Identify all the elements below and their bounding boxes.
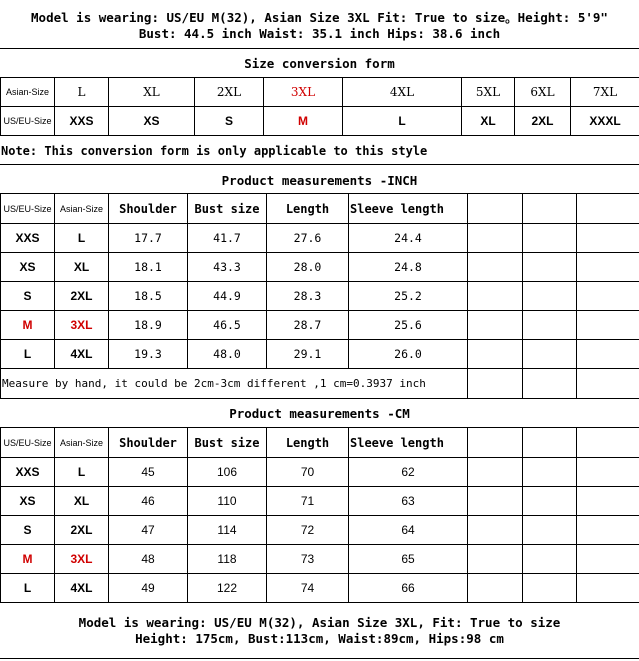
empty-cell [577, 516, 639, 545]
asian-cell: 2XL [55, 282, 109, 311]
useu-cell: S [1, 282, 55, 311]
sleeve-cell: 66 [349, 574, 468, 603]
bust-cell: 122 [188, 574, 267, 603]
asian-cell: XL [55, 487, 109, 516]
col-header-useu: US/EU-Size [1, 428, 55, 458]
asian-size-cell: 6XL [515, 78, 571, 107]
empty-cell [523, 282, 577, 311]
length-cell: 74 [267, 574, 349, 603]
asian-size-cell: L [55, 78, 109, 107]
sleeve-cell: 62 [349, 458, 468, 487]
empty-cell [523, 253, 577, 282]
asian-size-cell: XL [109, 78, 195, 107]
asian-cell: L [55, 224, 109, 253]
bust-cell: 48.0 [188, 340, 267, 369]
table-row [1, 574, 639, 603]
empty-cell [577, 487, 639, 516]
asian-cell: 4XL [55, 340, 109, 369]
shoulder-cell: 45 [109, 458, 188, 487]
bust-cell: 114 [188, 516, 267, 545]
asian-size-cell: 2XL [195, 78, 264, 107]
conversion-note: Note: This conversion form is only applicable to this style [1, 144, 428, 158]
col-header-length: Length [267, 194, 349, 224]
inch-header-row [1, 194, 639, 224]
useu-size-cell: 2XL [515, 107, 571, 136]
empty-cell [577, 545, 639, 574]
size-conversion-table [0, 77, 639, 136]
useu-cell: L [1, 340, 55, 369]
col-header-asian: Asian-Size [55, 428, 109, 458]
useu-cell: XS [1, 487, 55, 516]
empty-cell [468, 516, 523, 545]
asian-cell: XL [55, 253, 109, 282]
bust-cell: 118 [188, 545, 267, 574]
cm-measurements-table [0, 427, 639, 603]
col-header-bust: Bust size [188, 428, 267, 458]
sleeve-cell: 65 [349, 545, 468, 574]
empty-cell [523, 428, 577, 458]
empty-cell [468, 194, 523, 224]
useu-cell: M [1, 311, 55, 340]
empty-cell [577, 253, 639, 282]
asian-size-cell: 5XL [462, 78, 515, 107]
bust-cell: 44.9 [188, 282, 267, 311]
length-cell: 71 [267, 487, 349, 516]
table-row [1, 224, 639, 253]
useu-cell: M [1, 545, 55, 574]
bust-cell: 110 [188, 487, 267, 516]
sleeve-cell: 25.6 [349, 311, 468, 340]
length-cell: 27.6 [267, 224, 349, 253]
empty-cell [468, 428, 523, 458]
useu-size-label: US/EU-Size [1, 107, 55, 136]
divider [0, 48, 639, 49]
empty-cell [577, 282, 639, 311]
sleeve-cell: 25.2 [349, 282, 468, 311]
bust-cell: 46.5 [188, 311, 267, 340]
empty-cell [468, 545, 523, 574]
inch-title: Product measurements -INCH [221, 173, 418, 188]
footer-model-info-line1: Model is wearing: US/EU M(32), Asian Size 3XL, Fit: True to size [78, 615, 561, 630]
col-header-bust: Bust size [188, 194, 267, 224]
bust-cell: 106 [188, 458, 267, 487]
table-row [1, 253, 639, 282]
asian-cell: 3XL [55, 545, 109, 574]
sleeve-cell: 24.8 [349, 253, 468, 282]
length-cell: 28.0 [267, 253, 349, 282]
col-header-sleeve: Sleeve length [349, 428, 468, 458]
cm-title: Product measurements -CM [229, 406, 410, 421]
shoulder-cell: 18.1 [109, 253, 188, 282]
table-row [1, 516, 639, 545]
col-header-asian: Asian-Size [55, 194, 109, 224]
empty-cell [577, 311, 639, 340]
sleeve-cell: 24.4 [349, 224, 468, 253]
col-header-shoulder: Shoulder [109, 194, 188, 224]
empty-cell [523, 487, 577, 516]
length-cell: 28.7 [267, 311, 349, 340]
asian-size-cell: 4XL [343, 78, 462, 107]
table-row [1, 487, 639, 516]
useu-cell: XS [1, 253, 55, 282]
empty-cell [468, 340, 523, 369]
useu-size-row [1, 107, 639, 136]
empty-cell [468, 282, 523, 311]
useu-size-cell: S [195, 107, 264, 136]
useu-cell: XXS [1, 458, 55, 487]
length-cell: 73 [267, 545, 349, 574]
shoulder-cell: 18.5 [109, 282, 188, 311]
empty-cell [577, 224, 639, 253]
model-info-line2: Bust: 44.5 inch Waist: 35.1 inch Hips: 38.6 inch [138, 26, 501, 41]
length-cell: 70 [267, 458, 349, 487]
sleeve-cell: 63 [349, 487, 468, 516]
col-header-useu: US/EU-Size [1, 194, 55, 224]
shoulder-cell: 17.7 [109, 224, 188, 253]
asian-cell: 3XL [55, 311, 109, 340]
empty-cell [577, 428, 639, 458]
useu-size-cell: XL [462, 107, 515, 136]
asian-size-cell-highlight: 3XL [264, 78, 343, 107]
table-row-highlight [1, 311, 639, 340]
table-row [1, 458, 639, 487]
table-row [1, 282, 639, 311]
table-row-highlight [1, 545, 639, 574]
empty-cell [577, 340, 639, 369]
bust-cell: 43.3 [188, 253, 267, 282]
empty-cell [523, 224, 577, 253]
empty-cell [577, 369, 639, 399]
empty-cell [523, 311, 577, 340]
cm-header-row [1, 428, 639, 458]
shoulder-cell: 49 [109, 574, 188, 603]
measure-note-row [1, 369, 639, 399]
shoulder-cell: 19.3 [109, 340, 188, 369]
empty-cell [577, 194, 639, 224]
col-header-sleeve: Sleeve length [349, 194, 468, 224]
divider [0, 164, 639, 165]
measure-note: Measure by hand, it could be 2cm-3cm different ,1 cm=0.3937 inch [1, 369, 468, 399]
conversion-title: Size conversion form [244, 56, 395, 71]
empty-cell [523, 458, 577, 487]
useu-size-cell: L [343, 107, 462, 136]
divider [0, 658, 639, 659]
useu-size-cell: XS [109, 107, 195, 136]
useu-size-cell: XXXL [571, 107, 639, 136]
asian-cell: 2XL [55, 516, 109, 545]
empty-cell [468, 574, 523, 603]
empty-cell [523, 340, 577, 369]
empty-cell [468, 458, 523, 487]
empty-cell [468, 487, 523, 516]
asian-size-cell: 7XL [571, 78, 639, 107]
empty-cell [468, 311, 523, 340]
footer-model-info-line2: Height: 175cm, Bust:113cm, Waist:89cm, Hips:98 cm [135, 631, 504, 646]
col-header-length: Length [267, 428, 349, 458]
length-cell: 72 [267, 516, 349, 545]
empty-cell [577, 458, 639, 487]
empty-cell [523, 516, 577, 545]
empty-cell [468, 253, 523, 282]
sleeve-cell: 64 [349, 516, 468, 545]
model-info-line1: Model is wearing: US/EU M(32), Asian Size 3XL Fit: True to size。Height: 5'9" [31, 10, 608, 25]
empty-cell [468, 224, 523, 253]
shoulder-cell: 47 [109, 516, 188, 545]
shoulder-cell: 48 [109, 545, 188, 574]
useu-cell: L [1, 574, 55, 603]
length-cell: 28.3 [267, 282, 349, 311]
col-header-shoulder: Shoulder [109, 428, 188, 458]
bust-cell: 41.7 [188, 224, 267, 253]
shoulder-cell: 46 [109, 487, 188, 516]
empty-cell [577, 574, 639, 603]
inch-measurements-table [0, 193, 639, 399]
empty-cell [523, 545, 577, 574]
useu-size-cell-highlight: M [264, 107, 343, 136]
empty-cell [523, 194, 577, 224]
useu-cell: XXS [1, 224, 55, 253]
shoulder-cell: 18.9 [109, 311, 188, 340]
empty-cell [523, 574, 577, 603]
asian-size-row [1, 78, 639, 107]
length-cell: 29.1 [267, 340, 349, 369]
asian-cell: L [55, 458, 109, 487]
empty-cell [468, 369, 523, 399]
useu-size-cell: XXS [55, 107, 109, 136]
asian-cell: 4XL [55, 574, 109, 603]
useu-cell: S [1, 516, 55, 545]
sleeve-cell: 26.0 [349, 340, 468, 369]
empty-cell [523, 369, 577, 399]
asian-size-label: Asian-Size [1, 78, 55, 107]
table-row [1, 340, 639, 369]
